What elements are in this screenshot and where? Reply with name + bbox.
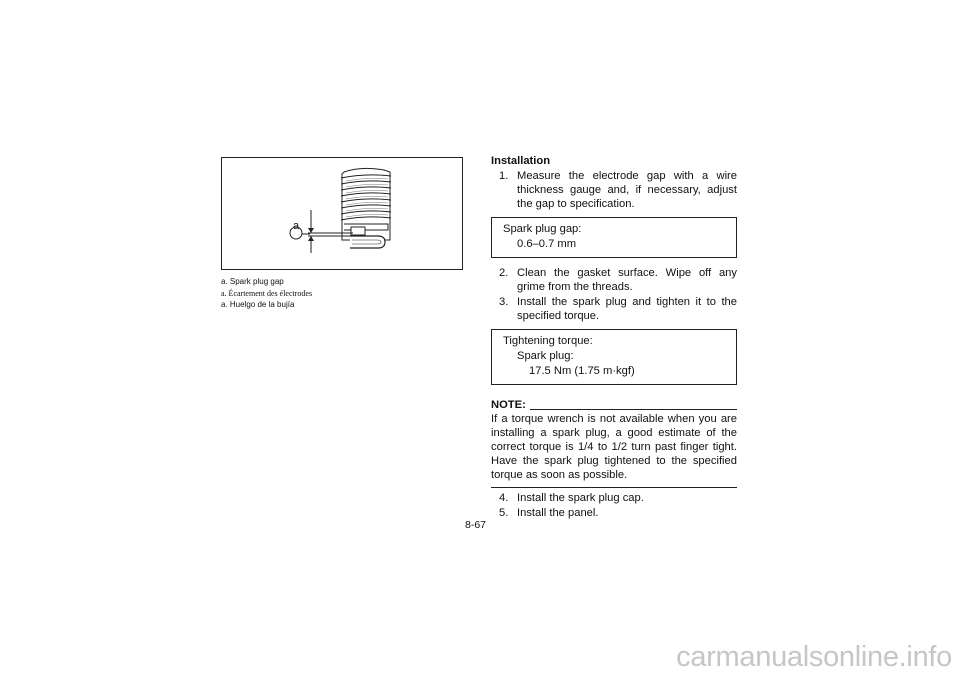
step-item — [491, 506, 737, 520]
step-number: 1. — [499, 170, 509, 182]
step-item — [491, 491, 737, 505]
callout-label-a: a — [292, 220, 300, 232]
spark-plug-illustration — [222, 158, 463, 270]
watermark: carmanualsonline.info — [676, 641, 952, 673]
step-number: 2. — [499, 267, 509, 279]
note-text: If a torque wrench is not available when you are installing a spark plug, a good estimate of the correct torque is 1/4 to 1/2 turn past finger tight. Have the spark plug tightened to the specified torque as soon as possible. — [491, 413, 737, 481]
step-number: 3. — [499, 296, 509, 308]
tightening-torque-spec — [491, 329, 737, 385]
step-list-3 — [491, 491, 737, 520]
spec-value: 17.5 Nm (1.75 m·kgf) — [529, 365, 635, 377]
step-text: Install the spark plug and tighten it to the specified torque. — [517, 296, 737, 322]
caption-spanish: a. Huelgo de la bujía — [221, 300, 295, 309]
page-number: 8-67 — [465, 519, 487, 531]
step-item — [491, 295, 737, 323]
step-text: Install the spark plug cap. — [517, 492, 644, 504]
step-number: 5. — [499, 507, 509, 519]
step-item — [491, 266, 737, 294]
spec-label: Spark plug gap: — [503, 223, 582, 235]
section-heading: Installation — [491, 155, 551, 167]
spec-sublabel: Spark plug: — [517, 350, 574, 362]
step-list-2 — [491, 266, 737, 323]
spark-plug-figure — [221, 157, 463, 270]
spark-plug-gap-spec — [491, 217, 737, 258]
installation-section — [491, 154, 737, 521]
spec-value: 0.6–0.7 mm — [517, 238, 577, 250]
note-header — [491, 399, 737, 412]
step-list-1 — [491, 169, 737, 211]
note-rule — [530, 409, 737, 410]
step-text: Clean the gasket surface. Wipe off any grime from the threads. — [517, 267, 737, 293]
step-text: Install the panel. — [517, 507, 599, 519]
step-item — [491, 169, 737, 211]
note-end-rule — [491, 487, 737, 488]
caption-english: a. Spark plug gap — [221, 277, 284, 286]
step-text: Measure the electrode gap with a wire thickness gauge and, if necessary, adjust the gap to specification. — [517, 170, 737, 210]
caption-french: a. Écartement des électrodes — [221, 288, 313, 298]
step-number: 4. — [499, 492, 509, 504]
spec-label: Tightening torque: — [503, 335, 593, 347]
figure-captions — [221, 276, 471, 311]
note-label: NOTE: — [491, 399, 526, 411]
